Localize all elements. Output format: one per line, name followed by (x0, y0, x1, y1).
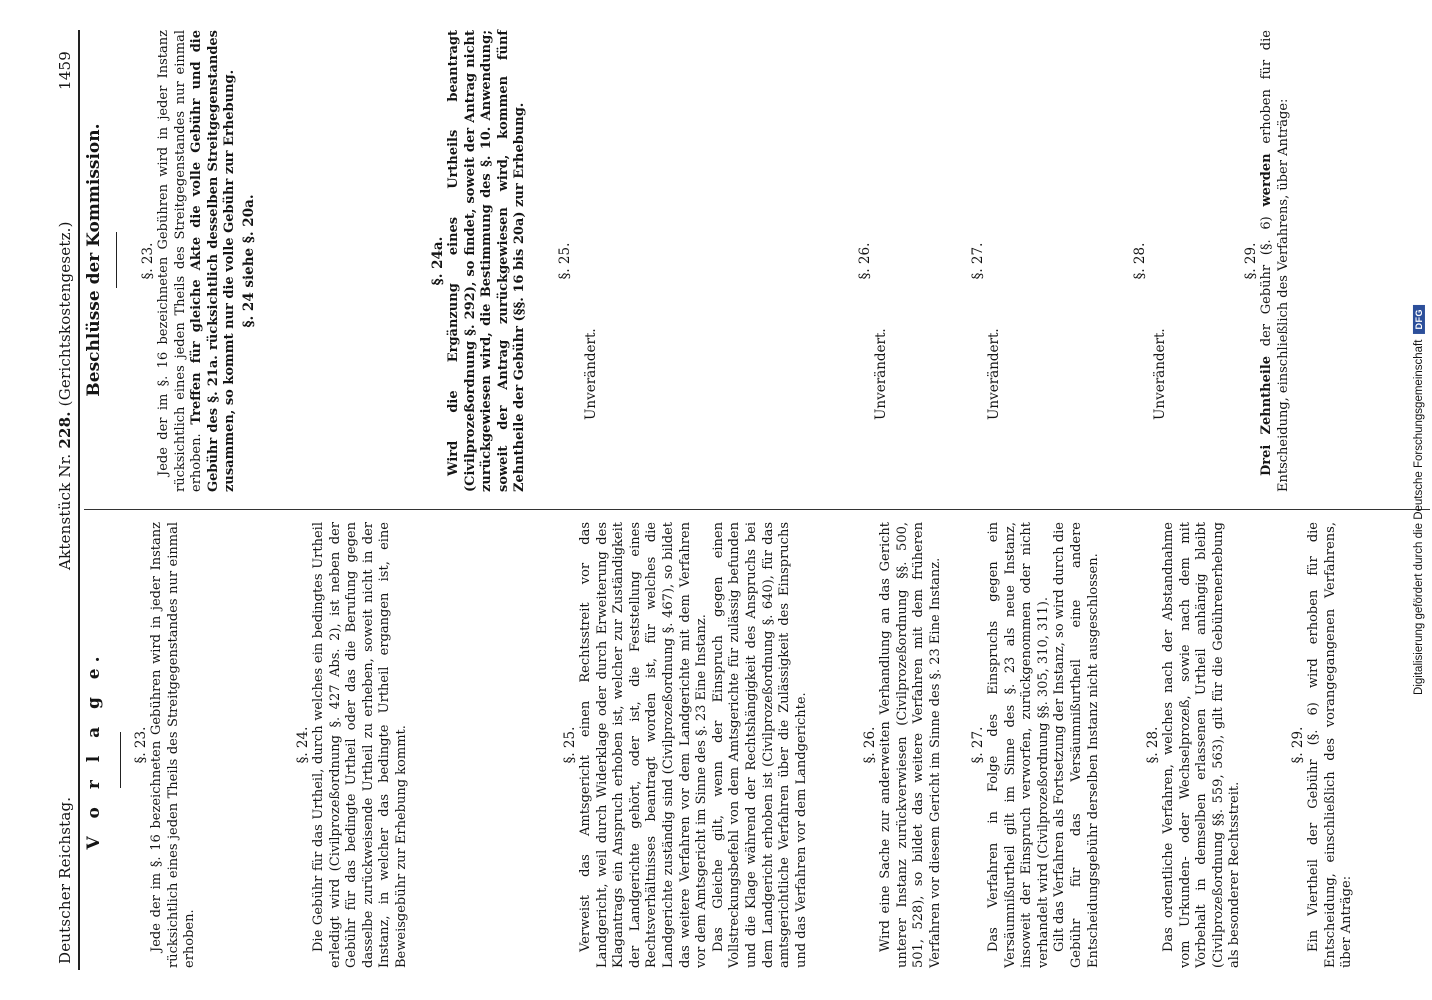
right-s23-text-bold: Treffen für gleiche Akte die volle Gebühr und die Gebühr des §. 21a. rücksichtlich desselben Streitgegenstandes zusammen, so kommt nur die volle Gebühr zur Erhebung. (189, 30, 238, 492)
right-s26-unchanged: Unverändert. (873, 328, 889, 420)
right-s23-block (140, 30, 257, 492)
credit-text: Digitalisierung gefördert durch die Deutsche Forschungsgemeinschaft (1413, 339, 1426, 695)
right-s24a-text: Wird die Ergänzung eines Urtheils beantragt (Civilprozeßordnung §. 292), so findet, soweit der Antrag nicht zurückgewiesen wird, die Bestimmung des §. 10. Anwendung; soweit der Antrag zurückgewiesen wird, kommen fünf Zehntheile der Gebühr (§§. 16 bis 20a) zur Erhebung. (446, 30, 528, 492)
header-left: Deutscher Reichstag. (56, 796, 74, 964)
header-number: 228. (56, 411, 74, 449)
right-s29-plain2: erhoben für die Entscheidung, einschließlich des Verfahrens, über Anträge: (1259, 30, 1291, 492)
right-s29-text (1259, 30, 1292, 492)
digitization-credit (1413, 305, 1425, 695)
right-s26-heading: §. 26. (857, 242, 873, 280)
right-s23-text-plain: Jede der im §. 16 bezeichneten Gebühren wird in jeder Instanz rücksichtlich eines jeden Theils des Streitgegenstandes nur einmal erhoben. (156, 30, 205, 492)
right-s25-unchanged: Unverändert. (583, 328, 599, 420)
left-s28-text: Das ordentliche Verfahren, welches nach der Abstandnahme vom Urkunden- oder Wechselprozeß, sowie nach dem mit Vorbehalt in demselben erlassenen Urtheil anhängig bleibt (Civilprozeßordnung §§. 559, 563), gilt für die Gebührenerhebung als besonderer Rechtsstreit. (1161, 522, 1243, 968)
left-s28-heading: §. 28. (1145, 726, 1161, 764)
right-s29-heading: §. 29. (1243, 242, 1259, 280)
left-s26-text: Wird eine Sache zur anderweiten Verhandlung an das Gericht unterer Instanz zurückverwiesen (Civilprozeßordnung §§. 500, 501, 528), so bildet das weitere Verfahren mit dem früheren Verfahren vor diesem Gericht im Sinne des §. 23 Eine Instanz. (878, 522, 943, 968)
header-center (56, 221, 74, 570)
column-divider (84, 509, 1430, 510)
page-number: 1459 (56, 51, 74, 90)
header-prefix: Aktenstück Nr. (56, 453, 74, 570)
left-s24-heading: §. 24. (295, 726, 311, 764)
left-s29-heading: §. 29. (1290, 726, 1306, 764)
left-s25-text1: Verweist das Amtsgericht einen Rechtsstreit vor das Landgericht, weil durch Widerklage oder durch Erweiterung des Klagantrags ein Anspruch erhoben ist, welcher zur Zuständigkeit der Landgerichte gehört, oder ist, die Feststellung eines Rechtsverhältnisses beantragt worden ist, für welches die Landgerichte zuständig sind (Civilprozeßordnung §. 467), so bildet das weitere Verfahren vor dem Landgerichte mit dem Verfahren vor dem Amtsgericht im Sinne des §. 23 Eine Instanz. (578, 522, 710, 968)
left-s29-text: Ein Viertheil der Gebühr (§. 6) wird erhoben für die Entscheidung, einschließlich des vorangegangenen Verfahrens, über Anträge: (1306, 522, 1355, 968)
left-title-rule (120, 732, 121, 788)
right-title-rule (116, 232, 117, 288)
digitization-credit-strip (1408, 4, 1430, 996)
dfg-logo: DFG (1413, 305, 1425, 334)
right-s24a-block (430, 30, 529, 492)
right-s23-heading: §. 23. (140, 242, 156, 280)
right-column-title: Beschlüsse der Kommission. (84, 123, 104, 397)
right-s27-heading: §. 27. (970, 242, 986, 280)
right-s29-bold2: werden (1259, 153, 1274, 207)
right-s29-bold: Drei Zehntheile (1259, 355, 1274, 476)
left-s24-block (295, 522, 411, 968)
left-s26-block (862, 522, 944, 968)
left-s25-text2: Das Gleiche gilt, wenn der Einspruch gegen einen Vollstreckungsbefehl von dem Amtsgerichte für zulässig befunden und die Klage während der Rechtshängigkeit des Anspruchs bei dem Landgericht erhoben ist (Civilprozeßordnung §. 640), für das amtsgerichtliche Verfahren über die Zulässigkeit des Einspruchs und das Verfahren vor dem Landgerichte. (710, 522, 809, 968)
left-s26-heading: §. 26. (862, 726, 878, 764)
right-s25-heading: §. 25. (557, 242, 573, 280)
left-column (133, 522, 199, 968)
left-s24-text: Die Gebühr für das Urtheil, durch welches ein bedingtes Urtheil erledigt wird (Civilprozeßordnung §. 427 Abs. 2), ist neben der Gebühr für das bedingte Urtheil oder das die Berufung gegen dasselbe zurückweisende Urtheil zu erheben, soweit nicht in der Instanz, in welcher das bedingte Urtheil ergangen ist, eine Beweisgebühr zur Erhebung kommt. (311, 522, 409, 968)
left-s27-heading: §. 27. (970, 726, 986, 764)
left-s25-heading: §. 25. (562, 726, 578, 764)
right-s24a-heading: §. 24a. (430, 236, 446, 286)
left-s23-heading: §. 23. (133, 726, 149, 764)
left-s27-text2: Gilt das Verfahren als Fortsetzung der Instanz, so wird durch die Gebühr für das Versäumnißurtheil eine andere Entscheidungsgebühr derselben Instanz nicht ausgeschlossen. (1052, 522, 1101, 968)
left-s27-block (970, 522, 1102, 968)
left-s27-text1: Das Verfahren in Folge des Einspruchs gegen ein Versäumnißurtheil gilt im Sinne des §. 23 als neue Instanz, insoweit der Einspruch verworfen, zurückgenommen oder nicht verhandelt wird (Civilprozeßordnung §§. 305, 310, 311). (986, 522, 1051, 968)
right-s23-text (156, 30, 239, 492)
right-s28-heading: §. 28. (1132, 242, 1148, 280)
header-suffix: (Gerichtskostengesetz.) (56, 221, 74, 407)
left-s25-block (562, 522, 810, 968)
left-s23-text: Jede der im §. 16 bezeichneten Gebühren wird in jeder Instanz rücksichtlich eines jeden Theils des Streitgegenstandes nur einmal erhoben. (149, 522, 198, 968)
right-s29-plain1: der Gebühr (§. 6) (1259, 216, 1274, 347)
left-column-title: V o r l a g e. (84, 650, 104, 850)
left-s29-block (1290, 522, 1356, 968)
left-s28-block (1145, 522, 1244, 968)
right-s28-unchanged: Unverändert. (1152, 328, 1168, 420)
header-rule (78, 30, 80, 970)
right-s24-line: §. 24 siehe §. 20a. (240, 194, 257, 328)
right-s29-block (1243, 30, 1292, 492)
right-s27-unchanged: Unverändert. (986, 328, 1002, 420)
